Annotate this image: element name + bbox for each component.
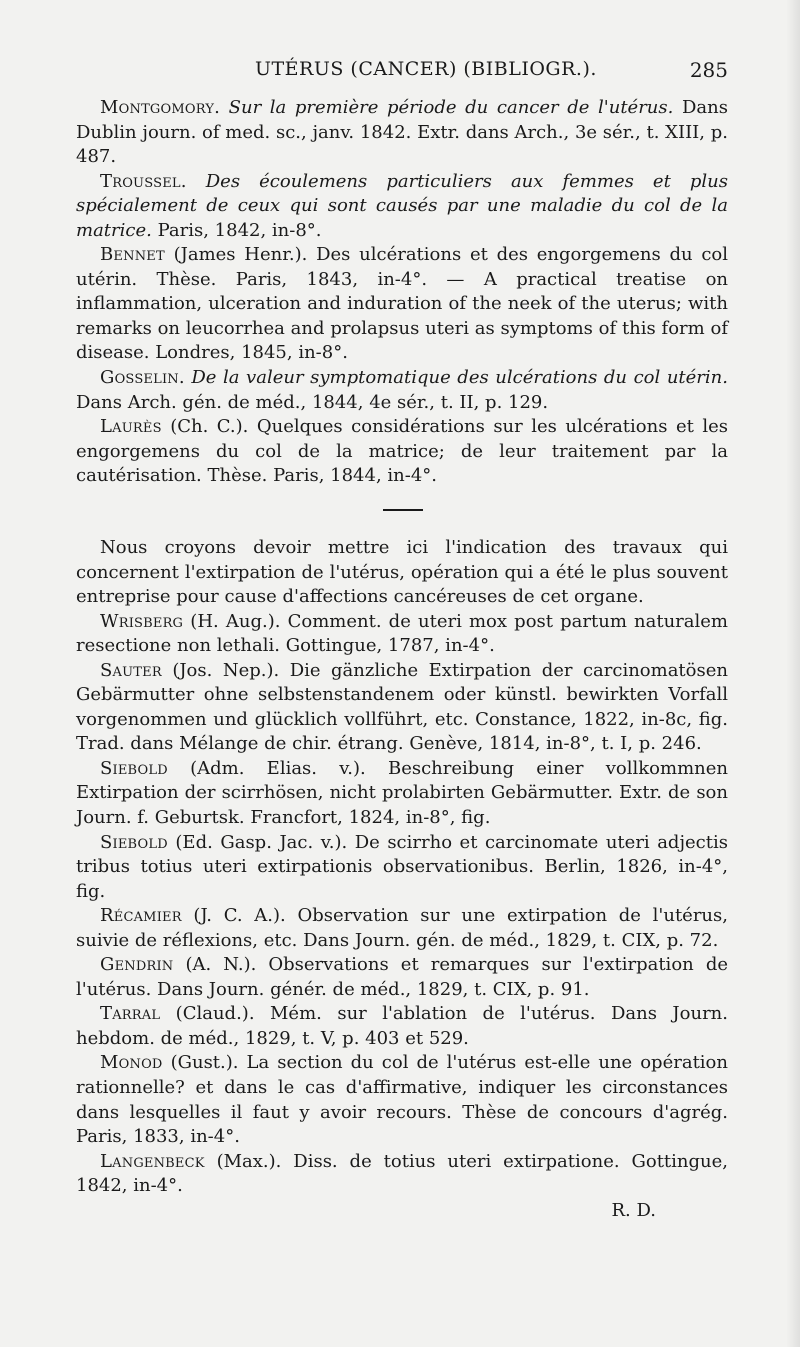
- entry-details: Dans Dublin journ. of med. sc., janv. 1842. Extr. dans Arch., 3e sér., t. XIII, p. 487.: [76, 97, 728, 168]
- page-header: [0, 58, 800, 90]
- entry-details: Paris, 1842, in-8°.: [157, 219, 322, 241]
- entry-author: Sauter: [100, 659, 162, 681]
- entry-author: Gendrin: [100, 954, 174, 976]
- entry-title: Sur la première période du cancer de l'utérus.: [228, 97, 674, 118]
- bibliography-entry: [76, 610, 728, 659]
- entry-author: Siebold: [100, 831, 168, 853]
- entry-author: Laurès: [100, 416, 162, 438]
- page-number: 285: [689, 58, 728, 82]
- bibliography-entry: [76, 953, 728, 1002]
- signature-line: [76, 1199, 728, 1224]
- entry-author: Monod: [100, 1052, 163, 1074]
- bibliography-part-1: [76, 96, 728, 489]
- entry-details: (Ed. Gasp. Jac. v.). De scirrho et carcinomate uteri adjectis tribus totius uteri extirpationis observationibus. Berlin, 1826, in-4°, fig.: [76, 831, 728, 902]
- bibliography-entry: [76, 831, 728, 905]
- bibliography-part-2: [76, 536, 728, 1223]
- entry-author: Siebold: [100, 757, 168, 779]
- signature: R. D.: [611, 1199, 656, 1221]
- bibliography-entry: [76, 904, 728, 953]
- entry-details: (Jos. Nep.). Die gänzliche Extirpation der carcinomatösen Gebärmutter ohne selbstenstandenem oder künstl. bewirkten Vorfall vorgenommen und glücklich vollführt, etc. Constance, 1822, in-8c, fig. Trad. dans Mélange de chir. étrang. Genève, 1814, in-8°, t. I, p. 246.: [76, 659, 728, 755]
- entry-details: (J. C. A.). Observation sur une extirpation de l'utérus, suivie de réflexions, etc. Dans Journ. gén. de méd., 1829, t. CIX, p. 72.: [76, 905, 728, 951]
- entry-title: De la valeur symptomatique des ulcérations du col utérin.: [191, 367, 728, 389]
- entry-author: Montgomory.: [100, 97, 221, 118]
- bibliography-entry: [76, 659, 728, 757]
- bibliography-entry: [76, 1150, 728, 1199]
- entry-details: (Gust.). La section du col de l'utérus est-elle une opération rationnelle? et dans le cas d'affirmative, indiquer les circonstances dans lesquelles il faut y avoir recours. Thèse de concours d'agrég. Paris, 1833, in-4°.: [76, 1052, 728, 1148]
- entry-author: Langenbeck: [100, 1150, 205, 1172]
- bibliography-entry: [76, 366, 728, 415]
- entry-author: Wrisberg: [100, 610, 184, 632]
- entry-author: Récamier: [100, 905, 182, 927]
- bibliography-entry: [76, 757, 728, 831]
- entry-details: (Adm. Elias. v.). Beschreibung einer vollkommnen Extirpation der scirrhösen, nicht prolabirten Gebärmutter. Extr. de son Journ. f. Geburtsk. Francfort, 1824, in-8°, fig.: [76, 757, 728, 829]
- page-edge-shadow: [786, 0, 800, 1347]
- entry-details: Dans Arch. gén. de méd., 1844, 4e sér., t. II, p. 129.: [76, 391, 549, 413]
- entry-title: Des écoulemens particuliers aux femmes et plus spécialement de ceux qui sont causés par une maladie du col de la matrice.: [76, 170, 728, 241]
- entry-author: Tarral: [100, 1003, 161, 1025]
- entry-details: (Ch. C.). Quelques considérations sur les ulcérations et les engorgemens du col de la matrice; de leur traitement par la cautérisation. Thèse. Paris, 1844, in-4°.: [76, 416, 728, 487]
- entry-author: Troussel.: [100, 170, 187, 192]
- entry-details: (A. N.). Observations et remarques sur l'extirpation de l'utérus. Dans Journ. génér. de méd., 1829, t. CIX, p. 91.: [76, 954, 728, 1000]
- intro-paragraph: Nous croyons devoir mettre ici l'indication des travaux qui concernent l'extirpation de l'utérus, opération qui a été le plus souvent entreprise pour cause d'affections cancéreuses de cet organe.: [76, 537, 728, 608]
- bibliography-entry: [76, 243, 728, 366]
- bibliography-entry: [76, 1002, 728, 1051]
- entry-details: (James Henr.). Des ulcérations et des engorgemens du col utérin. Thèse. Paris, 1843, in-4°. — A practical treatise on inflammation, ulceration and induration of the neek of the uterus; with remarks on leucorrhea and prolapsus uteri as symptoms of this form of disease. Londres, 1845, in-8°.: [76, 244, 728, 364]
- bibliography-entry: [76, 170, 728, 244]
- bibliography-entry: [76, 96, 728, 170]
- entry-details: (Claud.). Mém. sur l'ablation de l'utérus. Dans Journ. hebdom. de méd., 1829, t. V, p. 403 et 529.: [76, 1003, 728, 1049]
- entry-details: (Max.). Diss. de totius uteri extirpatione. Gottingue, 1842, in-4°.: [76, 1150, 728, 1197]
- section-divider: [383, 509, 423, 511]
- entry-author: Bennet: [100, 244, 165, 266]
- entry-author: Gosselin.: [100, 367, 185, 389]
- running-title: UTÉRUS (CANCER) (BIBLIOGR.).: [255, 58, 597, 80]
- entry-details: (H. Aug.). Comment. de uteri mox post partum naturalem resectione non lethali. Gottingue, 1787, in-4°.: [76, 610, 728, 657]
- bibliography-entry: [76, 1051, 728, 1149]
- bibliography-entry: [76, 415, 728, 489]
